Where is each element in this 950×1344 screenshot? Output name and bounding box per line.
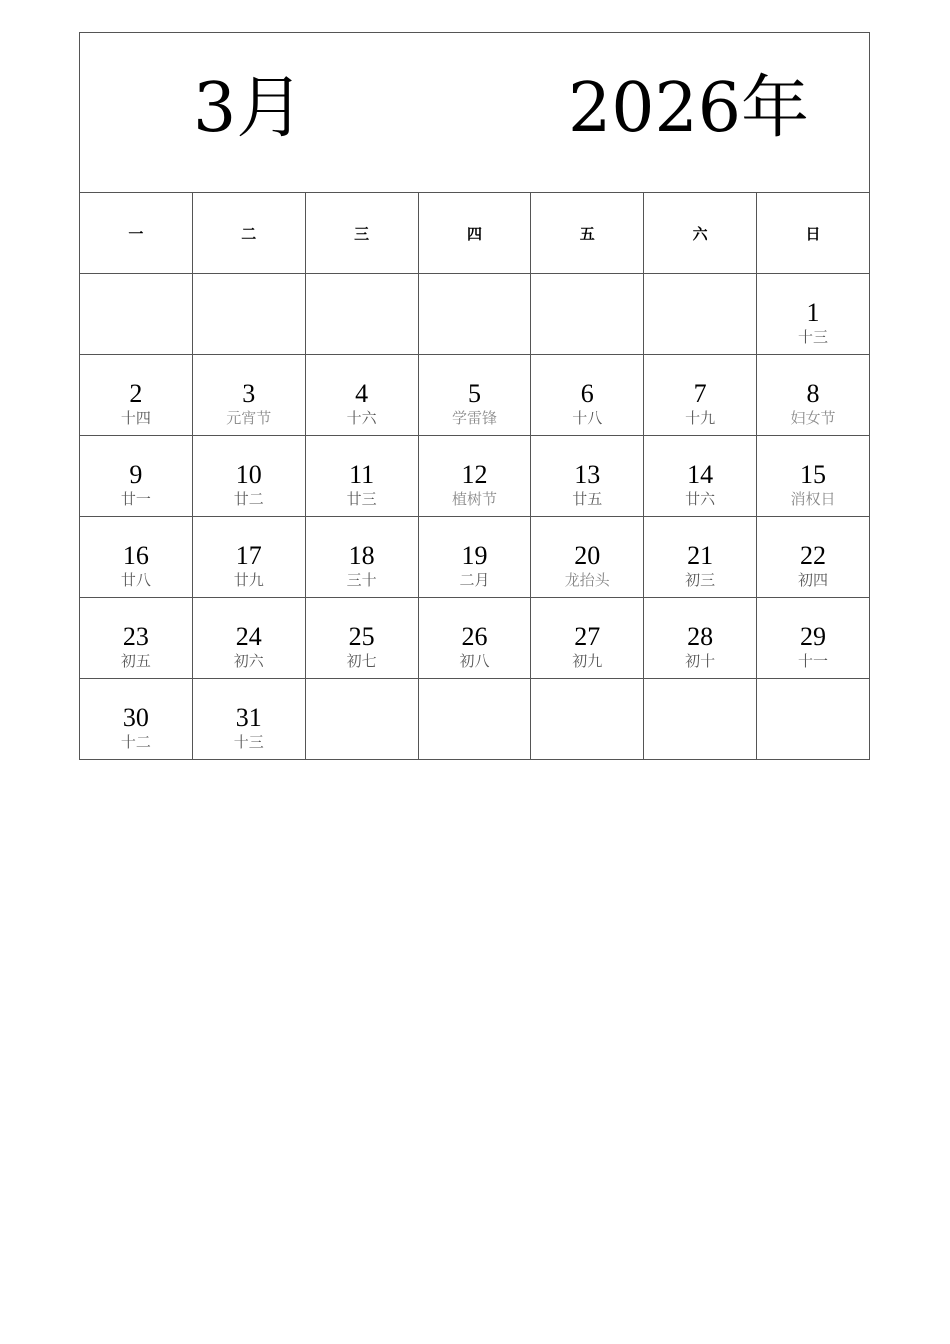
weeks-body — [80, 274, 870, 760]
empty-day-cell — [531, 274, 644, 355]
lunar-date-label: 十一 — [798, 652, 829, 670]
week-row — [80, 598, 870, 679]
lunar-date-label: 十八 — [572, 409, 603, 427]
empty-day-cell — [418, 679, 531, 760]
weekday-thursday: 四 — [418, 193, 531, 274]
day-number: 7 — [693, 379, 707, 408]
day-cell — [531, 355, 644, 436]
empty-day-cell — [305, 679, 418, 760]
day-cell — [531, 598, 644, 679]
empty-day-cell — [644, 679, 757, 760]
day-cell — [192, 355, 305, 436]
lunar-date-label: 初六 — [233, 652, 264, 670]
day-number: 22 — [800, 541, 827, 570]
day-number: 9 — [129, 460, 143, 489]
day-number: 10 — [235, 460, 262, 489]
day-number: 5 — [467, 379, 481, 408]
day-number: 12 — [461, 460, 488, 489]
day-number: 24 — [235, 622, 262, 651]
day-cell — [418, 436, 531, 517]
day-cell — [418, 355, 531, 436]
day-cell — [757, 274, 870, 355]
day-number: 2 — [129, 379, 143, 408]
day-cell — [80, 355, 193, 436]
day-number: 1 — [806, 298, 820, 327]
day-number: 13 — [574, 460, 601, 489]
day-cell — [418, 598, 531, 679]
day-cell — [644, 517, 757, 598]
lunar-date-label: 十三 — [798, 328, 829, 346]
day-cell — [418, 517, 531, 598]
week-row — [80, 274, 870, 355]
lunar-date-label: 初八 — [459, 652, 490, 670]
empty-day-cell — [644, 274, 757, 355]
day-number: 6 — [580, 379, 594, 408]
month-title: 3月 — [193, 69, 305, 148]
lunar-date-label: 二月 — [459, 571, 490, 589]
day-number: 26 — [461, 622, 488, 651]
day-cell — [757, 598, 870, 679]
lunar-date-label: 十二 — [120, 733, 151, 751]
calendar-grid — [79, 32, 870, 760]
lunar-date-label: 廿六 — [685, 490, 716, 508]
lunar-date-label: 十九 — [685, 409, 716, 427]
lunar-date-label: 廿二 — [233, 490, 264, 508]
festival-label: 消权日 — [790, 490, 836, 508]
empty-day-cell — [418, 274, 531, 355]
weekday-wednesday: 三 — [305, 193, 418, 274]
lunar-date-label: 十六 — [346, 409, 377, 427]
day-cell — [644, 598, 757, 679]
lunar-date-label: 初五 — [120, 652, 151, 670]
day-cell — [757, 355, 870, 436]
day-number: 28 — [687, 622, 714, 651]
weekday-friday: 五 — [531, 193, 644, 274]
day-cell — [305, 598, 418, 679]
lunar-date-label: 三十 — [346, 571, 377, 589]
day-cell — [192, 517, 305, 598]
festival-label: 学雷锋 — [451, 409, 497, 427]
day-number: 20 — [574, 541, 601, 570]
day-number: 21 — [687, 541, 714, 570]
weekday-tuesday: 二 — [192, 193, 305, 274]
day-number: 4 — [355, 379, 369, 408]
empty-day-cell — [80, 274, 193, 355]
weekday-saturday: 六 — [644, 193, 757, 274]
empty-day-cell — [192, 274, 305, 355]
year-title: 2026年 — [567, 69, 809, 148]
day-number: 25 — [348, 622, 375, 651]
week-row — [80, 436, 870, 517]
festival-label: 植树节 — [451, 490, 497, 508]
day-number: 16 — [122, 541, 149, 570]
day-number: 27 — [574, 622, 601, 651]
day-number: 11 — [349, 460, 375, 489]
day-number: 23 — [122, 622, 149, 651]
day-cell — [192, 598, 305, 679]
lunar-date-label: 初四 — [798, 571, 829, 589]
lunar-date-label: 廿五 — [572, 490, 603, 508]
day-number: 19 — [461, 541, 488, 570]
day-number: 17 — [235, 541, 262, 570]
empty-day-cell — [305, 274, 418, 355]
empty-day-cell — [531, 679, 644, 760]
festival-label: 龙抬头 — [564, 571, 610, 589]
lunar-date-label: 初七 — [346, 652, 377, 670]
day-number: 14 — [687, 460, 714, 489]
day-cell — [531, 436, 644, 517]
day-number: 8 — [806, 379, 820, 408]
calendar-header — [80, 33, 870, 193]
day-cell — [80, 598, 193, 679]
day-cell — [305, 436, 418, 517]
lunar-date-label: 廿三 — [346, 490, 377, 508]
lunar-date-label: 廿九 — [233, 571, 264, 589]
lunar-date-label: 廿八 — [120, 571, 151, 589]
day-number: 31 — [235, 703, 262, 732]
festival-label: 元宵节 — [226, 409, 272, 427]
weekday-monday: 一 — [80, 193, 193, 274]
lunar-date-label: 十四 — [120, 409, 151, 427]
festival-label: 妇女节 — [790, 409, 836, 427]
week-row — [80, 679, 870, 760]
day-cell — [644, 355, 757, 436]
lunar-date-label: 廿一 — [120, 490, 151, 508]
day-cell — [757, 436, 870, 517]
empty-day-cell — [757, 679, 870, 760]
day-cell — [531, 517, 644, 598]
day-number: 15 — [800, 460, 827, 489]
week-row — [80, 355, 870, 436]
day-cell — [80, 517, 193, 598]
day-cell — [644, 436, 757, 517]
day-cell — [305, 355, 418, 436]
lunar-date-label: 初三 — [685, 571, 716, 589]
weekday-header-row — [80, 193, 870, 274]
weekday-sunday: 日 — [757, 193, 870, 274]
day-cell — [192, 679, 305, 760]
day-cell — [757, 517, 870, 598]
day-number: 3 — [242, 379, 256, 408]
lunar-date-label: 初九 — [572, 652, 603, 670]
day-number: 18 — [348, 541, 375, 570]
day-number: 29 — [800, 622, 827, 651]
week-row — [80, 517, 870, 598]
lunar-date-label: 十三 — [233, 733, 264, 751]
day-cell — [305, 517, 418, 598]
day-cell — [80, 436, 193, 517]
lunar-date-label: 初十 — [685, 652, 716, 670]
day-cell — [192, 436, 305, 517]
day-number: 30 — [122, 703, 149, 732]
day-cell — [80, 679, 193, 760]
